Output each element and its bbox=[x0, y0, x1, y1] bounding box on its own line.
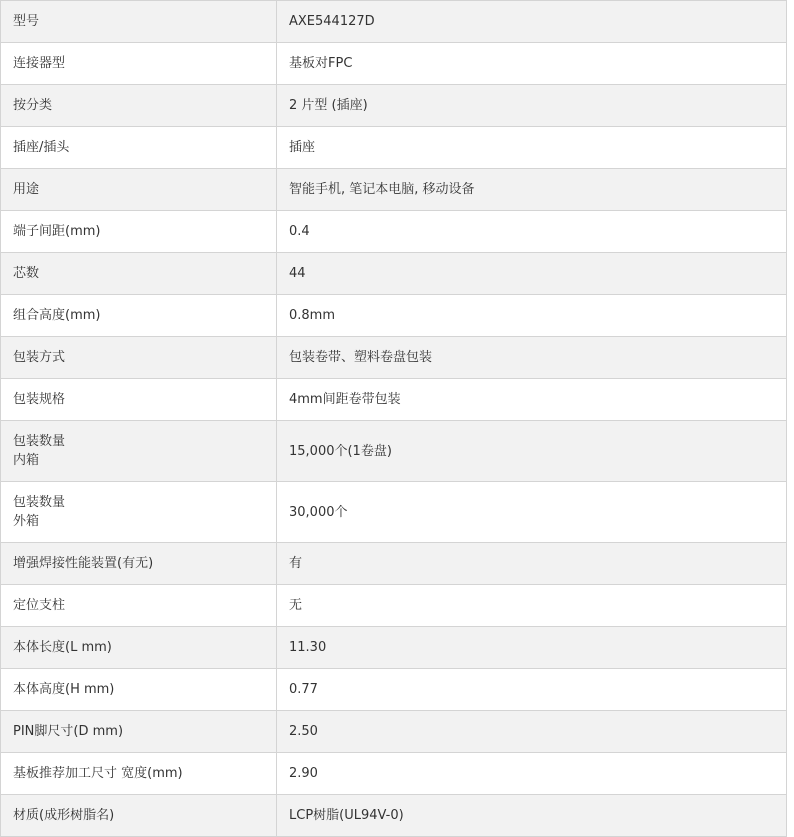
row-label: 芯数 bbox=[1, 253, 277, 295]
row-value: 有 bbox=[277, 543, 787, 585]
row-label: 按分类 bbox=[1, 85, 277, 127]
row-label: 本体高度(H mm) bbox=[1, 669, 277, 711]
table-row bbox=[1, 295, 787, 337]
row-value: 包装卷带、塑料卷盘包装 bbox=[277, 337, 787, 379]
row-value: 0.8mm bbox=[277, 295, 787, 337]
row-value: 0.77 bbox=[277, 669, 787, 711]
table-row bbox=[1, 169, 787, 211]
row-label: 基板推荐加工尺寸 宽度(mm) bbox=[1, 753, 277, 795]
row-value: 2 片型 (插座) bbox=[277, 85, 787, 127]
row-label: PIN脚尺寸(D mm) bbox=[1, 711, 277, 753]
row-label: 增强焊接性能装置(有无) bbox=[1, 543, 277, 585]
row-value: 4mm间距卷带包装 bbox=[277, 379, 787, 421]
table-row bbox=[1, 482, 787, 543]
row-label: 包装方式 bbox=[1, 337, 277, 379]
row-label bbox=[1, 421, 277, 482]
row-value: 44 bbox=[277, 253, 787, 295]
table-row bbox=[1, 627, 787, 669]
table-row bbox=[1, 669, 787, 711]
table-row bbox=[1, 711, 787, 753]
table-row bbox=[1, 753, 787, 795]
row-label: 型号 bbox=[1, 1, 277, 43]
table-row bbox=[1, 421, 787, 482]
row-value: 2.90 bbox=[277, 753, 787, 795]
row-label-line: 包装数量 bbox=[13, 434, 66, 449]
row-value: 基板对FPC bbox=[277, 43, 787, 85]
row-value: 智能手机, 笔记本电脑, 移动设备 bbox=[277, 169, 787, 211]
row-value: LCP树脂(UL94V-0) bbox=[277, 795, 787, 837]
row-label-subline: 外箱 bbox=[13, 514, 40, 529]
row-value: 2.50 bbox=[277, 711, 787, 753]
table-row bbox=[1, 585, 787, 627]
row-value: 无 bbox=[277, 585, 787, 627]
table-row bbox=[1, 1, 787, 43]
row-label: 包装规格 bbox=[1, 379, 277, 421]
row-label: 材质(成形树脂名) bbox=[1, 795, 277, 837]
row-label-subline: 内箱 bbox=[13, 453, 40, 468]
row-label: 本体长度(L mm) bbox=[1, 627, 277, 669]
table-row bbox=[1, 253, 787, 295]
table-row bbox=[1, 211, 787, 253]
row-label: 端子间距(mm) bbox=[1, 211, 277, 253]
row-label-line: 包装数量 bbox=[13, 495, 66, 510]
table-row bbox=[1, 379, 787, 421]
table-row bbox=[1, 795, 787, 837]
table-row bbox=[1, 127, 787, 169]
row-label: 定位支柱 bbox=[1, 585, 277, 627]
row-label: 用途 bbox=[1, 169, 277, 211]
table-row bbox=[1, 543, 787, 585]
row-value: 30,000个 bbox=[277, 482, 787, 543]
row-label: 插座/插头 bbox=[1, 127, 277, 169]
row-value: 0.4 bbox=[277, 211, 787, 253]
row-value: AXE544127D bbox=[277, 1, 787, 43]
row-label: 组合高度(mm) bbox=[1, 295, 277, 337]
row-value: 11.30 bbox=[277, 627, 787, 669]
row-value: 插座 bbox=[277, 127, 787, 169]
table-row bbox=[1, 85, 787, 127]
table-row bbox=[1, 43, 787, 85]
row-label bbox=[1, 482, 277, 543]
row-label: 连接器型 bbox=[1, 43, 277, 85]
row-value: 15,000个(1卷盘) bbox=[277, 421, 787, 482]
table-row bbox=[1, 337, 787, 379]
